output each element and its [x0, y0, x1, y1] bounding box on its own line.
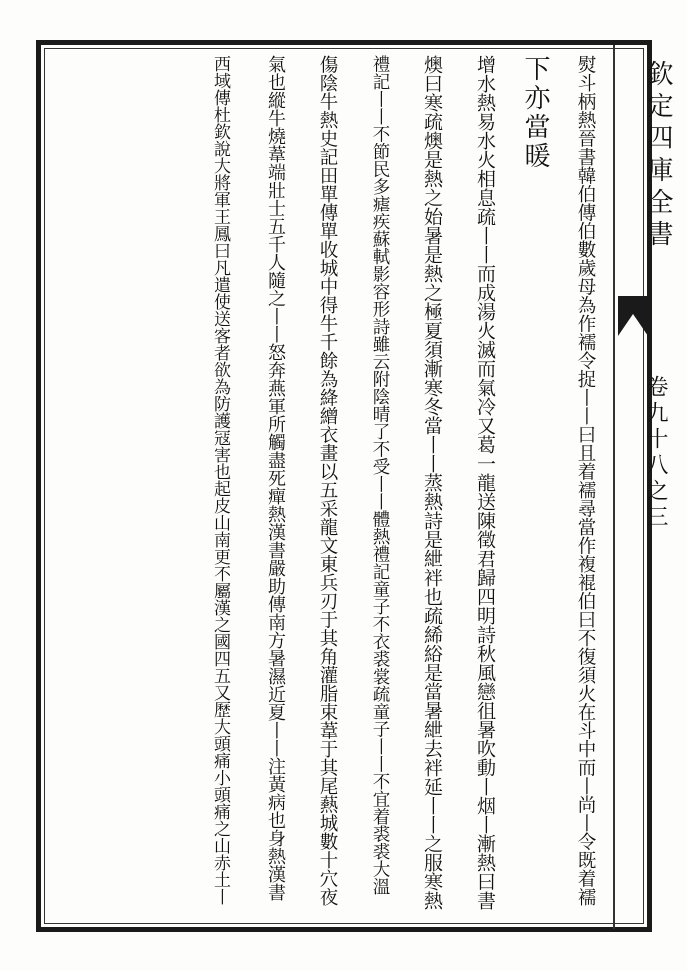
text-column-5: 禮記丨丨不節民多瘧疾蘇軾影容形詩雖云附陰晴了不受丨丨體熱禮記童子不衣裘裳疏童子丨丨不宜着裘裘大溫: [370, 55, 390, 895]
fishtail-mark: [618, 296, 648, 336]
text-column-2: 下亦當暖: [520, 55, 550, 171]
margin-divider: [613, 45, 615, 929]
text-column-1: 熨斗柄熱晉書韓伯傳伯數歲母為作襦令捉丨丨曰且着襦尋當作複裩伯曰不復須火在斗中而丨尚丨令既着襦: [575, 55, 596, 906]
text-column-3: 增水熱易水火相息疏丨丨而成湯火滅而氣冷又葛一龍送陳徵君歸四明詩秋風戀徂暑吹動丨烟丨漸熱曰書: [474, 55, 496, 910]
collection-title: 欽定四庫全書: [643, 60, 673, 252]
text-column-7: 氣也縱牛燒葦端壯士五千人隨之丨丨怒奔燕軍所觸盡死癉熱漢書嚴助傳南方暑濕近夏丨丨注黃病也身熱漢書: [265, 55, 286, 901]
volume-label: 卷九十八之三: [643, 375, 668, 531]
text-column-6: 傷陰牛熱史記田單傳單收城中得牛千餘為絳繒衣畫以五采龍文東兵刃于其角灌脂束葦于其尾爇城數十穴夜: [317, 55, 338, 906]
text-column-4: 燠曰寒疏燠是熱之始暑是熱之極夏須漸寒冬當丨丨蒸熱詩是紲袢也疏絺綌是當暑紲去袢延丨丨之服寒熱: [421, 55, 443, 910]
text-column-8: 西域傳杜欽說大將軍王鳳曰凡遣使送客者欲為防護冦害也起皮山南更不屬漢之國四五又歷大頭痛小頭痛之山赤土丨: [210, 55, 230, 905]
